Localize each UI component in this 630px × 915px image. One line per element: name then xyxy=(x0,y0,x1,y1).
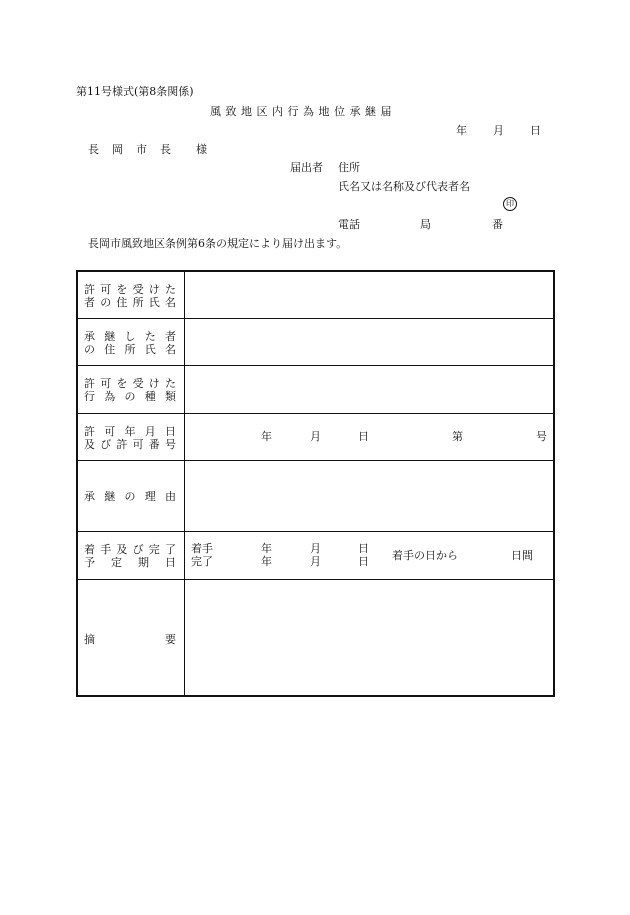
date-year-label: 年 xyxy=(456,124,467,137)
column-divider xyxy=(184,461,185,531)
row-label: 許可を受けた 者の住所氏名 xyxy=(84,283,176,309)
table-row-permit-holder xyxy=(78,272,553,319)
row-label: 承継の理由 xyxy=(84,490,176,503)
days-label: 日間 xyxy=(511,549,533,562)
finish-day-label: 日 xyxy=(358,555,369,568)
addressee: 長 岡 市 長 様 xyxy=(88,143,208,156)
table-row-remarks xyxy=(78,580,553,697)
permit-number-prefix: 第 xyxy=(452,430,463,443)
start-year-label: 年 xyxy=(261,542,272,555)
table-row-permit-date-number xyxy=(78,414,553,461)
document-title: 風致地区内行為地位承継届 xyxy=(210,105,396,118)
address-label: 住所 xyxy=(338,161,360,174)
row-label: 着手及び完了 予定期日 xyxy=(84,543,176,569)
phone-exchange-label: 局 xyxy=(420,218,431,231)
seal-mark: 印 xyxy=(503,197,517,211)
row-label: 承継した者 の住所氏名 xyxy=(84,330,176,356)
from-start-label: 着手の日から xyxy=(392,549,458,562)
row-label: 摘要 xyxy=(84,633,176,646)
statement: 長岡市風致地区条例第6条の規定により届け出ます。 xyxy=(88,237,348,250)
phone-label: 電話 xyxy=(338,218,360,231)
permit-day-label: 日 xyxy=(358,430,369,443)
name-label: 氏名又は名称及び代表者名 xyxy=(338,180,470,193)
form-number: 第11号様式(第8条関係) xyxy=(76,85,194,98)
table-row-activity-type xyxy=(78,366,553,414)
column-divider xyxy=(184,580,185,697)
permit-year-label: 年 xyxy=(261,430,272,443)
permit-month-label: 月 xyxy=(310,430,321,443)
start-day-label: 日 xyxy=(358,542,369,555)
date-day-label: 日 xyxy=(530,124,541,137)
table-row-succession-reason xyxy=(78,461,553,532)
row-label: 許可を受けた 行為の種類 xyxy=(84,377,176,403)
finish-label: 完了 xyxy=(191,555,213,568)
row-label: 許可年月日 及び許可番号 xyxy=(84,425,176,451)
finish-month-label: 月 xyxy=(310,555,321,568)
column-divider xyxy=(184,319,185,365)
phone-number-label: 番 xyxy=(492,218,503,231)
column-divider xyxy=(184,532,185,579)
start-month-label: 月 xyxy=(310,542,321,555)
table-row-schedule xyxy=(78,532,553,580)
start-label: 着手 xyxy=(191,542,213,555)
notifier-label: 届出者 xyxy=(290,161,323,174)
column-divider xyxy=(184,272,185,318)
finish-year-label: 年 xyxy=(261,555,272,568)
form-table xyxy=(76,270,555,697)
column-divider xyxy=(184,366,185,413)
permit-number-suffix: 号 xyxy=(536,430,547,443)
column-divider xyxy=(184,414,185,460)
table-row-successor xyxy=(78,319,553,366)
date-month-label: 月 xyxy=(493,124,504,137)
